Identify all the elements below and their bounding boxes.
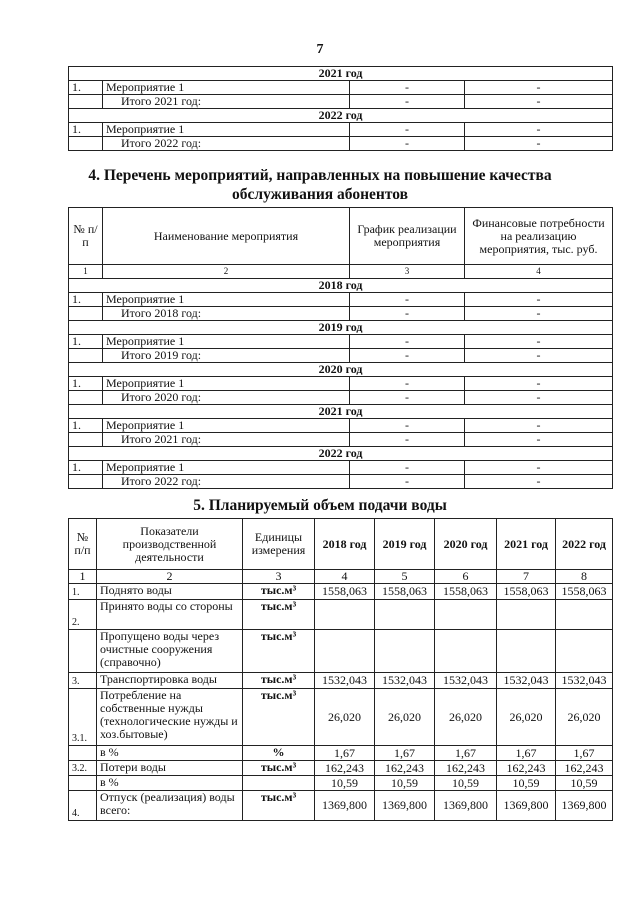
cell-value: - [350,475,465,489]
cell-value: - [350,95,465,109]
cell-value: - [350,377,465,391]
total-row [69,95,613,109]
cell-value: - [350,123,465,137]
year-value: 1558,063 [315,584,375,600]
year-value: 26,020 [556,689,613,746]
cell-value: - [350,137,465,151]
water-supply-body [69,584,613,821]
table-row [69,377,613,391]
cell-value: - [465,433,613,447]
header-year: 2018 год [315,519,375,570]
unit-value: тыс.м³ [243,673,315,689]
year-value: 26,020 [315,689,375,746]
year-value [556,630,613,673]
indicator-name: Поднято воды [97,584,243,600]
header-year: 2021 год [497,519,556,570]
cell-value: - [465,475,613,489]
header-year: 2020 год [435,519,497,570]
empty-cell [69,95,103,109]
row-number: 1. [69,335,103,349]
year-value: 10,59 [497,776,556,791]
row-number: 1. [69,419,103,433]
unit-value [243,776,315,791]
year-value: 1369,800 [375,791,435,821]
cell-value: - [350,335,465,349]
year-value [375,600,435,630]
cell-value: - [350,433,465,447]
section4-title-line2: обслуживания абонентов [232,186,408,203]
cell-value: - [465,293,613,307]
year-value: 162,243 [375,761,435,776]
col-number: 7 [497,570,556,584]
unit-value: тыс.м³ [243,689,315,746]
unit-value: тыс.м³ [243,600,315,630]
cell-value: - [465,377,613,391]
table-row [69,761,613,776]
unit-value: % [243,746,315,761]
empty-cell [69,391,103,405]
year-value [497,630,556,673]
total-label: Итого 2022 год: [103,137,350,151]
indicator-name: Транспортировка воды [97,673,243,689]
year-value [497,600,556,630]
header-finance: Финансовые потребности на реализацию мероприятия, тыс. руб. [465,208,613,265]
year-value: 10,59 [375,776,435,791]
year-value: 162,243 [556,761,613,776]
total-row [69,433,613,447]
cell-value: - [350,81,465,95]
total-row [69,475,613,489]
year-row [69,279,613,293]
cell-value: - [465,349,613,363]
col-number: 2 [97,570,243,584]
year-value: 26,020 [435,689,497,746]
total-label: Итого 2022 год: [103,475,350,489]
total-label: Итого 2020 год: [103,391,350,405]
table-row [69,791,613,821]
year-value: 1,67 [375,746,435,761]
item-name: Мероприятие 1 [103,377,350,391]
measures-table [68,207,613,489]
year-value [435,630,497,673]
year-value: 1,67 [497,746,556,761]
row-number: 3.1. [69,689,97,746]
total-label: Итого 2018 год: [103,307,350,321]
year-label: 2019 год [69,321,613,335]
cell-value: - [465,81,613,95]
empty-cell [69,137,103,151]
header-unit: Единицы измерения [243,519,315,570]
measures-body [69,279,613,489]
year-value: 162,243 [315,761,375,776]
cell-value: - [350,461,465,475]
cell-value: - [465,419,613,433]
total-row [69,391,613,405]
cell-value: - [350,349,465,363]
cell-value: - [350,391,465,405]
year-value: 162,243 [435,761,497,776]
total-label: Итого 2021 год: [103,433,350,447]
row-number: 1. [69,584,97,600]
year-value: 1532,043 [375,673,435,689]
item-name: Мероприятие 1 [103,81,350,95]
row-number [69,630,97,673]
year-value: 26,020 [497,689,556,746]
row-number: 3. [69,673,97,689]
col-number: 5 [375,570,435,584]
cell-value: - [350,307,465,321]
year-label: 2022 год [69,447,613,461]
header-year: 2019 год [375,519,435,570]
year-value: 1369,800 [435,791,497,821]
year-value: 1,67 [556,746,613,761]
year-value: 1558,063 [556,584,613,600]
col-number: 2 [103,265,350,279]
table-row [69,123,613,137]
year-value [556,600,613,630]
col-number: 1 [69,265,103,279]
row-number: 3.2. [69,761,97,776]
year-value [435,600,497,630]
column-number-row [69,570,613,584]
row-number: 2. [69,600,97,630]
year-value: 1532,043 [556,673,613,689]
water-supply-table [68,518,613,821]
table-row [69,81,613,95]
header-name: Наименование мероприятия [103,208,350,265]
year-value: 162,243 [497,761,556,776]
cell-value: - [465,461,613,475]
total-label: Итого 2021 год: [103,95,350,109]
header-indicator: Показатели производственной деятельности [97,519,243,570]
section4-title-line1: 4. Перечень мероприятий, направленных на повышение качества [88,167,552,184]
indicator-name: в % [97,776,243,791]
cell-value: - [465,335,613,349]
indicator-name: Отпуск (реализация) воды всего: [97,791,243,821]
year-row [69,405,613,419]
row-number [69,776,97,791]
unit-value: тыс.м³ [243,791,315,821]
row-number: 1. [69,377,103,391]
year-value: 1,67 [315,746,375,761]
year-row [69,447,613,461]
item-name: Мероприятие 1 [103,293,350,307]
col-number: 4 [315,570,375,584]
year-value: 1369,800 [497,791,556,821]
cell-value: - [465,137,613,151]
empty-cell [69,307,103,321]
header-schedule: График реализации мероприятия [350,208,465,265]
cell-value: - [465,307,613,321]
item-name: Мероприятие 1 [103,461,350,475]
indicator-name: Потери воды [97,761,243,776]
row-number: 1. [69,81,103,95]
header-row [69,208,613,265]
cell-value: - [465,391,613,405]
year-value: 1558,063 [375,584,435,600]
page-number: 7 [316,42,324,57]
row-number [69,746,97,761]
cell-value: - [350,419,465,433]
total-row [69,307,613,321]
year-value: 26,020 [375,689,435,746]
col-number: 6 [435,570,497,584]
row-number: 1. [69,293,103,307]
year-value: 1369,800 [556,791,613,821]
year-label: 2020 год [69,363,613,377]
item-name: Мероприятие 1 [103,335,350,349]
table-row [69,776,613,791]
col-number: 3 [243,570,315,584]
col-number: 3 [350,265,465,279]
empty-cell [69,349,103,363]
header-year: 2022 год [556,519,613,570]
table-row [69,461,613,475]
unit-value: тыс.м³ [243,761,315,776]
year-value: 1532,043 [315,673,375,689]
year-value: 1532,043 [435,673,497,689]
year-value: 1558,063 [497,584,556,600]
total-row [69,137,613,151]
year-label: 2021 год [69,405,613,419]
unit-value: тыс.м³ [243,584,315,600]
header-row [69,519,613,570]
item-name: Мероприятие 1 [103,123,350,137]
indicator-name: в % [97,746,243,761]
year-value [375,630,435,673]
year-value: 10,59 [556,776,613,791]
year-label: 2018 год [69,279,613,293]
continuation-table [68,66,613,151]
year-value: 1532,043 [497,673,556,689]
indicator-name: Принято воды со стороны [97,600,243,630]
year-value: 10,59 [315,776,375,791]
table-row [69,584,613,600]
empty-cell [69,433,103,447]
year-row [69,109,613,123]
table-row [69,600,613,630]
year-value [315,600,375,630]
year-value: 10,59 [435,776,497,791]
table-row [69,293,613,307]
table-row [69,673,613,689]
table-row [69,689,613,746]
row-number: 1. [69,461,103,475]
year-value: 1558,063 [435,584,497,600]
cell-value: - [350,293,465,307]
year-label: 2021 год [69,67,613,81]
year-value: 1,67 [435,746,497,761]
table-row [69,335,613,349]
row-number: 1. [69,123,103,137]
empty-cell [69,475,103,489]
table-row [69,746,613,761]
year-value: 1369,800 [315,791,375,821]
total-label: Итого 2019 год: [103,349,350,363]
col-number: 4 [465,265,613,279]
year-row [69,67,613,81]
header-number: № п/п [69,519,97,570]
header-number: № п/п [69,208,103,265]
indicator-name: Потребление на собственные нужды (технологические нужды и хоз.бытовые) [97,689,243,746]
year-row [69,363,613,377]
column-number-row [69,265,613,279]
year-label: 2022 год [69,109,613,123]
cell-value: - [465,95,613,109]
item-name: Мероприятие 1 [103,419,350,433]
col-number: 1 [69,570,97,584]
row-number: 4. [69,791,97,821]
indicator-name: Пропущено воды через очистные сооружения (справочно) [97,630,243,673]
total-row [69,349,613,363]
table-row [69,419,613,433]
section5-title: 5. Планируемый объем подачи воды [193,497,447,514]
unit-value: тыс.м³ [243,630,315,673]
table-row [69,630,613,673]
year-value [315,630,375,673]
cell-value: - [465,123,613,137]
year-row [69,321,613,335]
col-number: 8 [556,570,613,584]
